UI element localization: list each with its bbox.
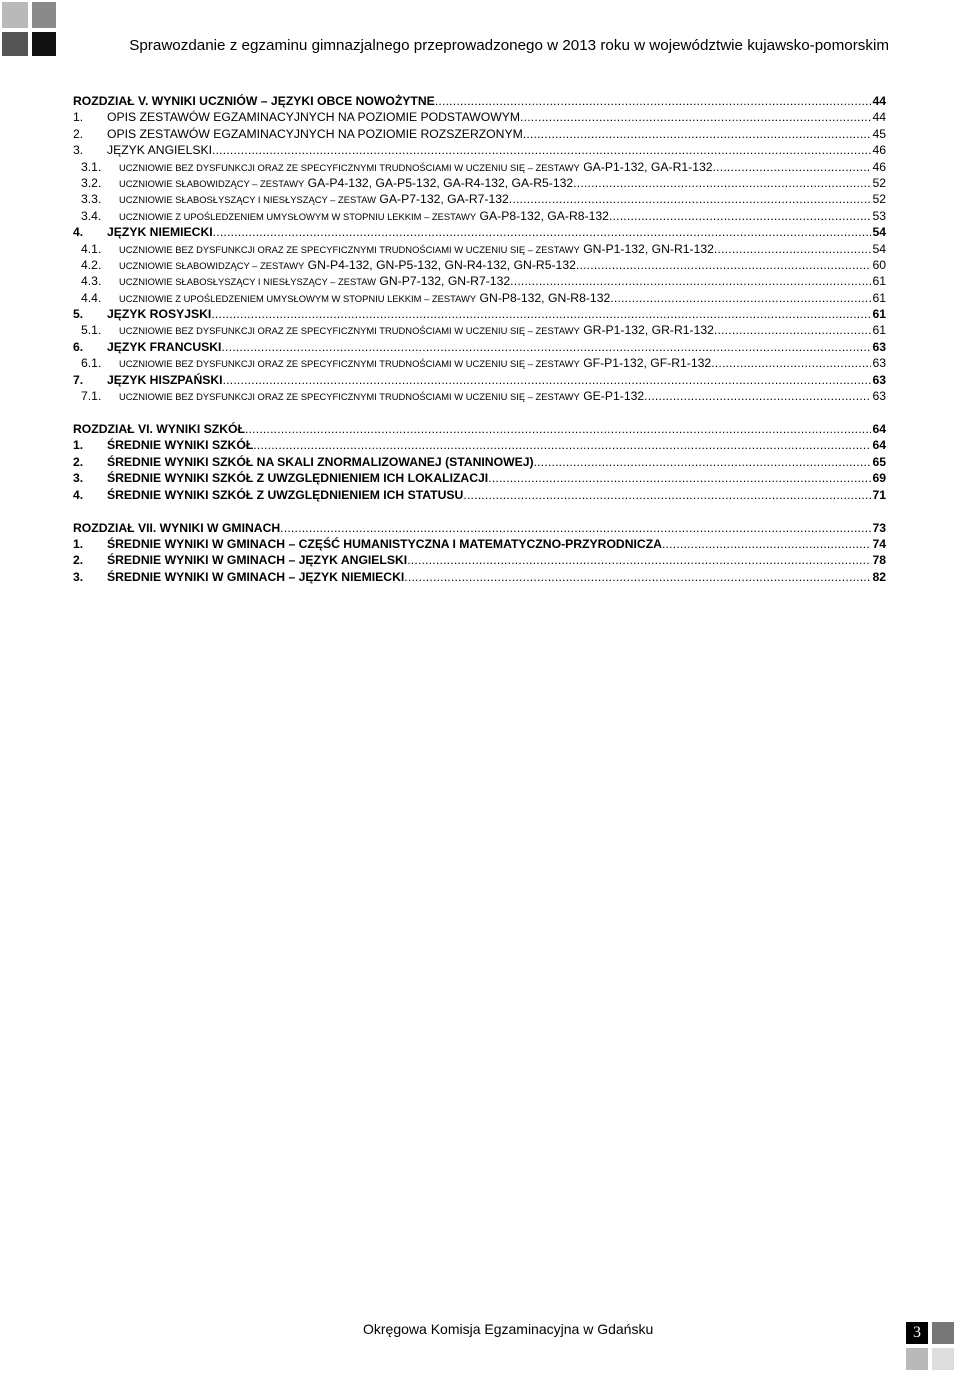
toc-leader-dots [573, 175, 871, 191]
toc-leader-dots [213, 224, 871, 240]
toc-leader-dots [609, 208, 871, 224]
toc-leader-dots [644, 388, 871, 404]
toc-entry-page: 63 [872, 356, 886, 371]
toc-leader-dots [523, 126, 871, 142]
toc-entry-number: 3.2. [81, 175, 102, 190]
toc-leader-dots [510, 273, 871, 289]
toc-leader-dots [463, 487, 871, 503]
toc-entry-number: 3. [73, 569, 84, 584]
toc-leader-dots [576, 257, 871, 273]
toc-entry-page: 46 [872, 159, 886, 174]
toc-entry-number: 4.4. [81, 290, 102, 305]
toc-entry[interactable] [81, 290, 886, 306]
toc-entry[interactable] [73, 437, 886, 453]
toc-entry-code: GA-P4-132, GA-P5-132, GA-R4-132, GA-R5-132 [307, 175, 574, 190]
toc-entry[interactable] [81, 191, 886, 207]
toc-entry[interactable] [73, 487, 886, 503]
toc-entry[interactable] [73, 109, 886, 125]
toc-entry-label: OPIS ZESTAWÓW EGZAMINACYJNYCH NA POZIOMIE ROZSZERZONYM [107, 126, 523, 141]
toc-entry-page: 82 [872, 569, 886, 584]
toc-leader-dots [407, 552, 871, 568]
toc-leader-dots [211, 306, 871, 322]
toc-entry-label: ŚREDNIE WYNIKI SZKÓŁ Z UWZGLĘDNIENIEM ICH STATUSU [107, 487, 464, 502]
toc-entry[interactable] [81, 273, 886, 289]
toc-entry-number: 6.1. [81, 356, 102, 371]
toc-entry[interactable] [73, 421, 886, 437]
toc-entry[interactable] [73, 339, 886, 355]
toc-leader-dots [253, 437, 871, 453]
toc-entry-page: 71 [872, 487, 886, 502]
footer-square-lighter [932, 1348, 954, 1370]
page-header-title: Sprawozdanie z egzaminu gimnazjalnego przeprowadzonego w 2013 roku w województwie kujawsko-pomorskim [129, 37, 889, 54]
toc-entry-label: JĘZYK FRANCUSKI [107, 339, 222, 354]
toc-entry-code: GN-P4-132, GN-P5-132, GN-R4-132, GN-R5-132 [307, 257, 576, 272]
toc-entry-number: 4.1. [81, 241, 102, 256]
toc-entry-label: UCZNIOWIE SŁABOSŁYSZĄCY I NIESŁYSZĄCY – ZESTAW [119, 194, 377, 206]
toc-entry-number: 1. [73, 110, 84, 125]
toc-entry-page: 52 [872, 175, 886, 190]
toc-entry[interactable] [73, 93, 886, 109]
toc-entry-page: 64 [872, 438, 886, 453]
toc-entry-page: 61 [872, 307, 886, 322]
toc-entry-label: JĘZYK HISZPAŃSKI [107, 372, 223, 387]
toc-leader-dots [711, 355, 871, 371]
toc-entry-label: ROZDZIAŁ VI. WYNIKI SZKÓŁ [73, 422, 245, 437]
toc-entry-label: UCZNIOWIE Z UPOŚLEDZENIEM UMYSŁOWYM W STOPNIU LEKKIM – ZESTAWY [119, 210, 477, 222]
toc-leader-dots [713, 159, 871, 175]
toc-entry-page: 45 [872, 126, 886, 141]
toc-entry-page: 69 [872, 471, 886, 486]
toc-entry-label: ROZDZIAŁ VII. WYNIKI W GMINACH [73, 520, 281, 535]
toc-entry-number: 3.3. [81, 192, 102, 207]
toc-entry[interactable] [73, 372, 886, 388]
toc-entry-page: 65 [872, 454, 886, 469]
toc-entry-label: JĘZYK ROSYJSKI [107, 307, 212, 322]
toc-leader-dots [488, 470, 871, 486]
toc-entry-label: ŚREDNIE WYNIKI W GMINACH – JĘZYK NIEMIECKI [107, 569, 405, 584]
toc-entry-page: 73 [872, 520, 886, 535]
toc-leader-dots [534, 454, 871, 470]
toc-entry-page: 63 [872, 389, 886, 404]
toc-entry-number: 3.4. [81, 208, 102, 223]
toc-entry-code: GA-P1-132, GA-R1-132 [583, 159, 713, 174]
footer-square-light [906, 1348, 928, 1370]
toc-leader-dots [223, 372, 871, 388]
toc-entry-page: 54 [872, 225, 886, 240]
toc-entry[interactable] [81, 388, 886, 404]
logo-square-light [2, 2, 28, 28]
toc-entry[interactable] [73, 536, 886, 552]
toc-entry-label: UCZNIOWIE BEZ DYSFUNKCJI ORAZ ZE SPECYFICZNYMI TRUDNOŚCIAMI W UCZENIU SIĘ – ZESTAWY [119, 161, 580, 173]
toc-entry-page: 61 [872, 290, 886, 305]
toc-leader-dots [280, 520, 871, 536]
logo-square-mid [32, 2, 56, 28]
toc-entry-label: UCZNIOWIE BEZ DYSFUNKCJI ORAZ ZE SPECYFICZNYMI TRUDNOŚCIAMI W UCZENIU SIĘ – ZESTAWY [119, 358, 580, 370]
toc-entry-label: UCZNIOWIE Z UPOŚLEDZENIEM UMYSŁOWYM W STOPNIU LEKKIM – ZESTAWY [119, 292, 477, 304]
footer-square-grey [932, 1322, 954, 1344]
toc-entry-code: GA-P7-132, GA-R7-132 [379, 192, 509, 207]
toc-leader-dots [509, 191, 871, 207]
toc-entry-label: ŚREDNIE WYNIKI W GMINACH – CZĘŚĆ HUMANISTYCZNA I MATEMATYCZNO-PRZYRODNICZA [107, 536, 662, 551]
toc-entry-page: 64 [872, 422, 886, 437]
toc-entry-number: 5.1. [81, 323, 102, 338]
toc-entry-number: 2. [73, 454, 84, 469]
toc-entry-label: UCZNIOWIE SŁABOWIDZĄCY – ZESTAWY [119, 259, 305, 271]
toc-entry-page: 44 [872, 94, 886, 108]
toc-leader-dots [245, 421, 871, 437]
toc-entry[interactable] [81, 322, 886, 338]
toc-entry-label: UCZNIOWIE BEZ DYSFUNKCJI ORAZ ZE SPECYFICZNYMI TRUDNOŚCIAMI W UCZENIU SIĘ – ZESTAWY [119, 243, 580, 255]
toc-leader-dots [714, 322, 871, 338]
toc-entry-page: 53 [872, 208, 886, 223]
toc-entry-page: 54 [872, 241, 886, 256]
toc-entry-code: GN-P8-132, GN-R8-132 [479, 290, 611, 305]
toc-entry-code: GN-P1-132, GN-R1-132 [583, 241, 714, 256]
toc-entry[interactable] [73, 470, 886, 486]
toc-entry-label: OPIS ZESTAWÓW EGZAMINACYJNYCH NA POZIOMIE PODSTAWOWYM [107, 110, 521, 125]
toc-entry-page: 78 [872, 553, 886, 568]
toc-entry-number: 1. [73, 438, 84, 453]
toc-entry[interactable] [81, 208, 886, 224]
toc-entry[interactable] [73, 224, 886, 240]
toc-entry-number: 4.3. [81, 274, 102, 289]
toc-entry-label: ŚREDNIE WYNIKI W GMINACH – JĘZYK ANGIELSKI [107, 553, 408, 568]
toc-entry-label: JĘZYK ANGIELSKI [107, 143, 212, 158]
page-number: 3 [906, 1322, 928, 1344]
toc-entry-page: 52 [872, 192, 886, 207]
toc-entry-number: 2. [73, 126, 84, 141]
toc-entry[interactable] [81, 241, 886, 257]
toc-entry-page: 61 [872, 274, 886, 289]
page-footer: Okręgowa Komisja Egzaminacyjna w Gdańsku [363, 1321, 654, 1337]
toc-entry-page: 61 [872, 323, 886, 338]
toc-entry-code: GR-P1-132, GR-R1-132 [583, 323, 714, 338]
toc-entry[interactable] [81, 159, 886, 175]
toc-entry-code: GN-P7-132, GN-R7-132 [379, 274, 511, 289]
toc-entry-code: GA-P8-132, GA-R8-132 [479, 208, 609, 223]
toc-entry-number: 5. [73, 307, 84, 322]
toc-entry-label: ŚREDNIE WYNIKI SZKÓŁ NA SKALI ZNORMALIZOWANEJ (STANINOWEJ) [107, 454, 534, 469]
toc-entry-page: 74 [872, 536, 886, 551]
toc-leader-dots [212, 142, 871, 158]
toc-leader-dots [714, 241, 871, 257]
toc-entry[interactable] [81, 175, 886, 191]
toc-entry-page: 63 [872, 372, 886, 387]
toc-entry[interactable] [73, 142, 886, 158]
toc-entry-page: 46 [872, 143, 886, 158]
toc-entry-number: 6. [73, 339, 84, 354]
toc-entry-label: UCZNIOWIE SŁABOSŁYSZĄCY I NIESŁYSZĄCY – ZESTAW [119, 276, 377, 288]
toc-entry-page: 60 [872, 257, 886, 272]
toc-entry-label: UCZNIOWIE BEZ DYSFUNKCJI ORAZ ZE SPECYFICZNYMI TRUDNOŚCIAMI W UCZENIU SIĘ – ZESTAWY [119, 325, 580, 337]
toc-entry[interactable] [73, 552, 886, 568]
toc-entry-label: UCZNIOWIE BEZ DYSFUNKCJI ORAZ ZE SPECYFICZNYMI TRUDNOŚCIAMI W UCZENIU SIĘ – ZESTAWY [119, 391, 580, 403]
toc-entry-number: 7.1. [81, 389, 102, 404]
toc-entry-label: JĘZYK NIEMIECKI [107, 225, 213, 240]
toc-entry-number: 3. [73, 143, 84, 158]
toc-entry-page: 63 [872, 339, 886, 354]
toc-entry[interactable] [81, 257, 886, 273]
toc-entry-number: 2. [73, 553, 84, 568]
toc-leader-dots [520, 109, 871, 125]
toc-entry-number: 4. [73, 487, 84, 502]
toc-entry-label: ŚREDNIE WYNIKI SZKÓŁ Z UWZGLĘDNIENIEM ICH LOKALIZACJI [107, 471, 489, 486]
toc-entry[interactable] [73, 520, 886, 536]
toc-leader-dots [435, 93, 871, 109]
toc-entry[interactable] [73, 569, 886, 585]
toc-entry-number: 3. [73, 471, 84, 486]
toc-leader-dots [221, 339, 871, 355]
toc-entry-page: 44 [872, 110, 886, 125]
toc-leader-dots [610, 290, 871, 306]
toc-entry[interactable] [73, 454, 886, 470]
toc-entry[interactable] [73, 126, 886, 142]
toc-entry-code: GF-P1-132, GF-R1-132 [583, 356, 712, 371]
toc-entry-number: 7. [73, 372, 84, 387]
toc-entry-number: 4. [73, 225, 84, 240]
toc-entry-number: 1. [73, 536, 84, 551]
toc-leader-dots [404, 569, 871, 585]
toc-entry-label: ŚREDNIE WYNIKI SZKÓŁ [107, 438, 254, 453]
toc-entry-code: GE-P1-132 [583, 389, 645, 404]
toc-entry-number: 4.2. [81, 257, 102, 272]
table-of-contents [73, 93, 886, 585]
toc-entry-label: ROZDZIAŁ V. WYNIKI UCZNIÓW – JĘZYKI OBCE NOWOŻYTNE [73, 94, 435, 108]
toc-entry[interactable] [73, 306, 886, 322]
toc-entry-label: UCZNIOWIE SŁABOWIDZĄCY – ZESTAWY [119, 177, 305, 189]
toc-leader-dots [662, 536, 871, 552]
logo-square-dark [2, 32, 28, 56]
toc-entry-number: 3.1. [81, 159, 102, 174]
toc-entry[interactable] [81, 355, 886, 371]
logo-square-black [32, 32, 56, 56]
